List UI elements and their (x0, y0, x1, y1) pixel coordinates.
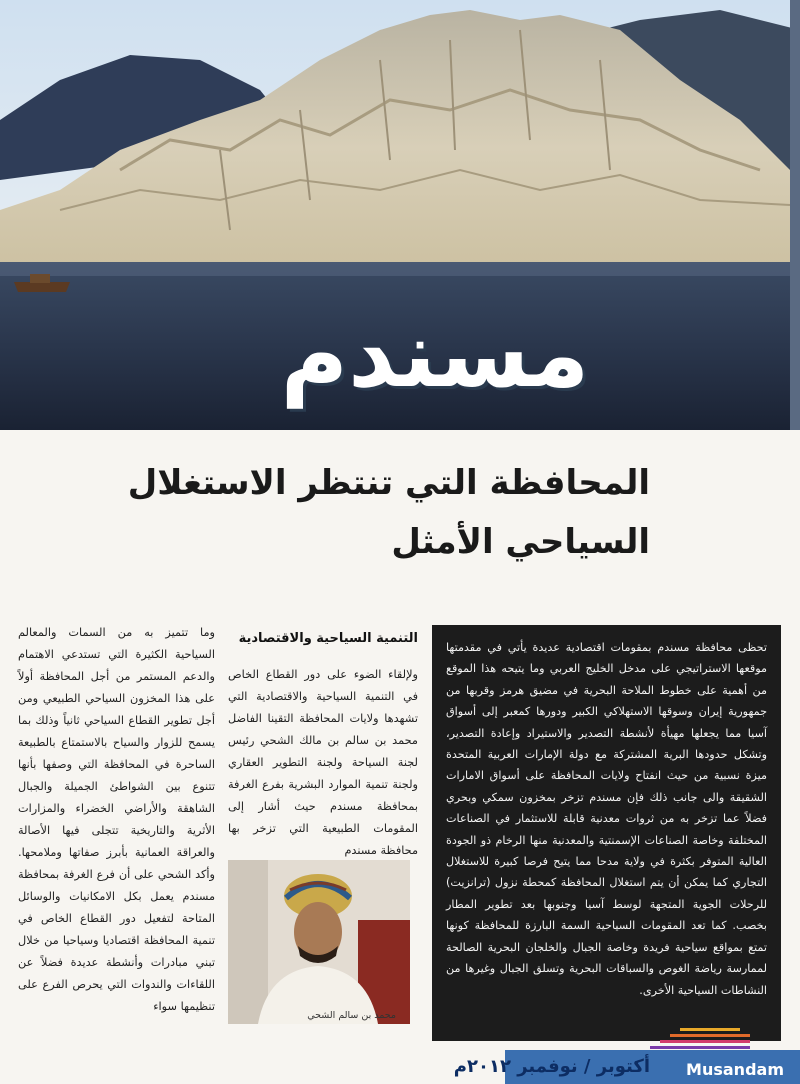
section-heading: التنمية السياحية والاقتصادية (238, 631, 418, 646)
edge-bar (790, 0, 800, 430)
man-portrait-image (228, 860, 410, 1024)
intro-paragraph: تحظى محافظة مسندم بمقومات اقتصادية عديدة يأتي في مقدمتها موقعها الاستراتيجي على مدخل الخليج العربي وما يتيحه هذا الموقع من أهمية على خطوط الملاحة البحرية في مضيق هرمز وقربها من جمهورية إيران وسوقها الاستهلاكي الكبير ودورها كمعبر إلى أسواق آسيا مما يجعلها مهيأة لأنشطة التصدير والاستيراد وإعادة التصدير، وتشكل حدودها البرية المشتركة مع دولة الإمارات العربية المتحدة ميزة نسبية من حيث انفتاح ولايات المحافظة على أسواق الامارات الشقيقة والى جانب ذلك فإن مسندم تزخر بمخزون سمكي وبحري فضلاً عما تزخر به من ثروات معدنية قابلة للاستثمار في الصناعات المختلفة وخاصة الصناعات الإسمنتية والمعدنية منها الرخام ذو الجودة العالية المتوفر بكثرة في ولاية مدحا مما يتيح فرصا كبيرة للاستغلال التجاري كما يمكن أن يتم استغلال المحافظة كمحطة نزول (ترانزيت) للرحلات الجوية المتجهة لوسط آسيا وجنوبها بعد تطوير المطار بخصب. كما تعد المقومات السياحية السمة البارزة للمحافظة كونها تمتع بمواقع سياحية فريدة وخاصة الجبال والخلجان البحرية الصالحة لممارسة رياضة الغوص والسباقات البحرية وتسلق الجبال وغيرها من النشاطات السياحية الأخرى. (446, 641, 767, 997)
headline-line-2: السياحي الأمثل (391, 522, 650, 562)
portrait-caption: محمد بن سالم الشحي (307, 1010, 396, 1021)
left-column (18, 622, 215, 1018)
hero-title: مسندم (280, 301, 590, 408)
intro-text-box (432, 625, 781, 1041)
left-paragraph: وما تتميز به من السمات والمعالم السياحية الكثيرة التي تستدعي الاهتمام والدعم المستمر من أجل المحافظة أولاً على هذا المخزون السياحي الطبيعي ومن أجل تطوير القطاع السياحي ثانياً وذلك بما يسمح للزوار والسياح بالاستمتاع بالطبيعة الساحرة في المحافظة التي وصفها بأنها تتنوع بين الشواطئ الجميلة والجبال الشاهقة والأراضي الخضراء والمزارات الأثرية والتاريخية تتجلى فيها الأصالة والعراقة العمانية بأبرز صفاتها وملامحها. وأكد الشحي على أن فرع الغرفة بمحافظة مسندم يعمل بكل الامكانيات والوسائل المتاحة لتفعيل دور القطاع الخاص في تنمية المحافظة اقتصاديا وسياحيا من خلال تبني مبادرات وأنشطة عديدة فضلاً عن اللقاءات والندوات التي يحرص الفرع على تنظيمها سواء (18, 626, 215, 1013)
hero-image (0, 0, 800, 430)
portrait-photo (228, 860, 410, 1024)
issue-date: أكتوبر / نوفمبر ٢٠١٢م (453, 1056, 650, 1077)
footer-decoration (640, 1024, 760, 1052)
middle-column (228, 628, 418, 862)
middle-paragraph: ولإلقاء الضوء على دور القطاع الخاص في التنمية السياحية والاقتصادية التي تشهدها ولايات المحافظة التقينا الفاضل محمد بن سالم بن مالك الشحي رئيس لجنة السياحة ولجنة التطوير العقاري ولجنة تنمية الموارد البشرية بفرع الغرفة بمحافظة مسندم حيث أشار إلى المقومات الطبيعية التي تزخر بها محافظة مسندم (228, 668, 418, 857)
brand-label: Musandam (686, 1060, 784, 1079)
headline-line-1: المحافظة التي تنتظر الاستغلال (127, 463, 650, 503)
